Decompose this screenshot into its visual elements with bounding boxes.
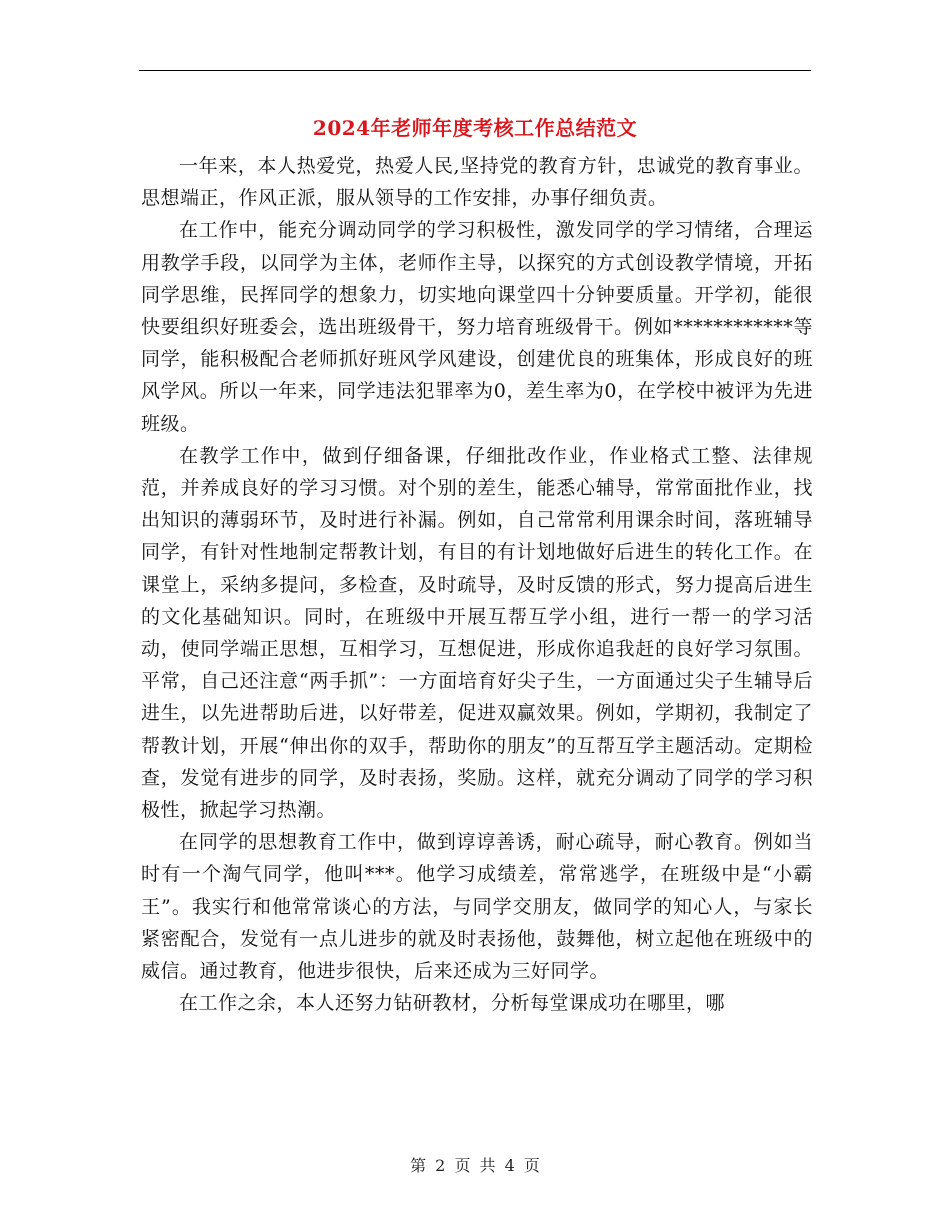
paragraph-4: 在同学的思想教育工作中，做到谆谆善诱，耐心疏导，耐心教育。例如当时有一个淘气同学，他叫***。他学习成绩差，常常逃学，在班级中是“小霸王”。我实行和他常常谈心的方法，与同学交朋友，做同学的知心人，与家长紧密配合，发觉有一点儿进步的就及时表扬他，鼓舞他，树立起他在班级中的威信。通过教育，他进步很快，后来还成为三好同学。 (141, 831, 813, 983)
paragraph-2: 在工作中，能充分调动同学的学习积极性，激发同学的学习情绪，合理运用教学手段，以同学为主体，老师作主导，以探究的方式创设教学情境，开拓同学思维，民挥同学的想象力，切实地向课堂四十分钟要质量。开学初，能很快要组织好班委会，选出班级骨干，努力培育班级骨干。例如************等同学，能积极配合老师抓好班风学风建设，创建优良的班集体，形成良好的班风学风。所以一年来，同学违法犯罪率为0，差生率为0，在学校中被评为先进班级。 (141, 219, 813, 435)
document-body (141, 150, 813, 1019)
paragraph-1: 一年来，本人热爱党，热爱人民,坚持党的教育方针，忠诚党的教育事业。思想端正，作风正派，服从领导的工作安排，办事仔细负责。 (141, 155, 813, 210)
header-rule (139, 70, 811, 71)
paragraph-3: 在教学工作中，做到仔细备课，仔细批改作业，作业格式工整、法律规范，并养成良好的学习习惯。对个别的差生，能悉心辅导，常常面批作业，找出知识的薄弱环节，及时进行补漏。例如，自己常常利用课余时间，落班辅导同学，有针对性地制定帮教计划，有目的有计划地做好后进生的转化工作。在课堂上，采纳多提问，多检查，及时疏导，及时反馈的形式，努力提高后进生的文化基础知识。同时，在班级中开展互帮互学小组，进行一帮一的学习活动，使同学端正思想，互相学习，互想促进，形成你追我赶的良好学习氛围。平常，自己还注意“两手抓”：一方面培育好尖子生，一方面通过尖子生辅导后进生，以先进帮助后进，以好带差，促进双赢效果。例如，学期初，我制定了帮教计划，开展“伸出你的双手，帮助你的朋友”的互帮互学主题活动。定期检查，发觉有进步的同学，及时表扬，奖励。这样，就充分调动了同学的学习积极性，掀起学习热潮。 (141, 444, 813, 822)
document-title: 2024年老师年度考核工作总结范文 (312, 116, 638, 140)
page-footer: 第 2 页 共 4 页 (410, 1156, 540, 1175)
paragraph-5: 在工作之余，本人还努力钻研教材，分析每堂课成功在哪里，哪 (179, 992, 726, 1015)
